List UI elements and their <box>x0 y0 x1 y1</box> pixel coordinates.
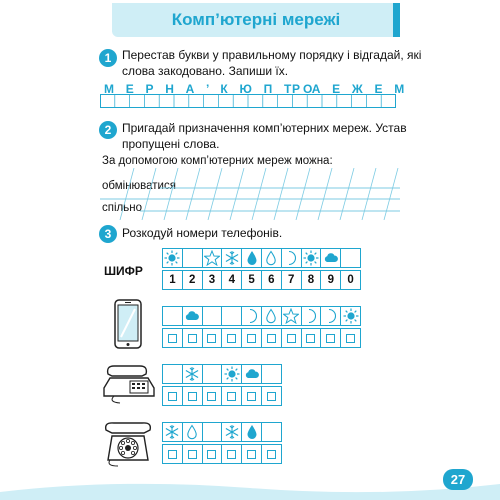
drop-icon <box>244 424 260 440</box>
drop-outline-icon <box>263 250 279 266</box>
phone3-symbol-cell <box>182 422 203 442</box>
answer-cell[interactable] <box>241 386 262 406</box>
answer-checkbox[interactable] <box>227 392 236 401</box>
answer-checkbox[interactable] <box>306 334 315 343</box>
cipher-symbol-cell <box>162 248 183 268</box>
phone2-symbol-cell <box>241 364 262 384</box>
phone3-symbol-cell <box>202 422 223 442</box>
sun-icon <box>164 250 180 266</box>
cipher-symbol-cell <box>320 248 341 268</box>
phone1-symbol-cell <box>182 306 203 326</box>
moon-outline-icon <box>303 308 319 324</box>
cipher-digit-cell <box>281 270 302 290</box>
scrambled-word-1: М Е Р Н А ’ К Ю П Т О <box>104 82 317 96</box>
moon-icon <box>263 366 279 382</box>
answer-cell[interactable] <box>241 444 262 464</box>
answer-cell[interactable] <box>221 328 242 348</box>
moon-icon <box>263 424 279 440</box>
answer-checkbox[interactable] <box>346 334 355 343</box>
drop-outline-icon <box>263 308 279 324</box>
cipher-symbol-cell <box>221 248 242 268</box>
phone3-symbol-cell <box>241 422 262 442</box>
header-tab <box>393 3 400 37</box>
phone1-symbol-cell <box>162 306 183 326</box>
answer-cell[interactable] <box>261 328 282 348</box>
answer-cell[interactable] <box>221 386 242 406</box>
phone1-symbol-cell <box>320 306 341 326</box>
phone1-symbol-cell <box>281 306 302 326</box>
phone3-symbol-cell <box>221 422 242 442</box>
snowflake-icon <box>164 424 180 440</box>
task2-instruction-line2: пропущені слова. <box>122 137 220 151</box>
answer-cell[interactable] <box>320 328 341 348</box>
answer-checkbox[interactable] <box>227 334 236 343</box>
answer-cell[interactable] <box>340 328 361 348</box>
phone2-symbol-cell <box>261 364 282 384</box>
section-header <box>112 3 400 37</box>
cipher-digit-row <box>162 270 360 290</box>
sun-icon <box>224 366 240 382</box>
drop-icon <box>244 250 260 266</box>
moon-outline-icon <box>244 308 260 324</box>
sun-icon <box>303 250 319 266</box>
answer-checkbox[interactable] <box>247 334 256 343</box>
phone2-symbol-row <box>162 364 281 384</box>
snowflake-icon <box>224 250 240 266</box>
cipher-digit: 7 <box>287 274 295 286</box>
cloud-icon <box>323 250 339 266</box>
scrambled-word-2: Р А Е Ж Е М <box>292 82 409 96</box>
answer-checkbox[interactable] <box>287 334 296 343</box>
cipher-digit-cell <box>241 270 262 290</box>
star-icon <box>204 250 220 266</box>
moon-icon <box>164 308 180 324</box>
cipher-symbol-cell <box>241 248 262 268</box>
cipher-digit: 4 <box>228 274 235 286</box>
moon-icon <box>204 308 220 324</box>
phone1-symbol-cell <box>241 306 262 326</box>
phone3-symbol-cell <box>162 422 183 442</box>
answer-checkbox[interactable] <box>227 450 236 459</box>
answer-checkbox[interactable] <box>267 450 276 459</box>
cipher-digit: 6 <box>268 274 275 286</box>
cipher-digit-cell <box>221 270 242 290</box>
cipher-digit: 3 <box>208 274 216 286</box>
cipher-digit-cell <box>320 270 341 290</box>
phone2-symbol-cell <box>202 364 223 384</box>
writing-lines[interactable] <box>100 168 400 220</box>
cipher-symbol-cell <box>301 248 322 268</box>
cloud-icon <box>184 308 200 324</box>
answer-cell[interactable] <box>202 386 223 406</box>
answer-checkbox[interactable] <box>267 392 276 401</box>
cipher-symbol-cell <box>281 248 302 268</box>
cipher-digit-cell <box>301 270 322 290</box>
cipher-digit: 2 <box>188 274 196 286</box>
answer-cell[interactable] <box>202 328 223 348</box>
snowflake-icon <box>184 366 200 382</box>
page-number: 27 <box>443 469 473 490</box>
phone1-answer-row[interactable] <box>162 328 360 348</box>
cipher-digit-cell <box>261 270 282 290</box>
smartphone-illustration <box>112 299 146 351</box>
cipher-digit-cell <box>202 270 223 290</box>
cipher-symbol-cell <box>182 248 203 268</box>
task-number-1: 1 <box>99 49 117 67</box>
task-number-2: 2 <box>99 121 117 139</box>
answer-cell[interactable] <box>182 328 203 348</box>
cipher-digit: 9 <box>327 274 334 286</box>
answer-cell[interactable] <box>261 386 282 406</box>
task-number-3: 3 <box>99 225 117 243</box>
cipher-digit-cell <box>340 270 361 290</box>
phone1-symbol-cell <box>261 306 282 326</box>
cipher-symbol-cell <box>261 248 282 268</box>
answer-cell[interactable] <box>162 328 183 348</box>
phone3-answer-row[interactable] <box>162 444 281 464</box>
cipher-symbol-row <box>162 248 360 268</box>
task1-instruction-line2: слова закодовано. Запиши їх. <box>122 64 289 78</box>
answer-checkbox[interactable] <box>207 450 216 459</box>
answer-cells[interactable] <box>100 94 396 108</box>
fill-word-shared: спільно <box>102 202 142 214</box>
cipher-symbol-cell <box>202 248 223 268</box>
cipher-digit: 1 <box>169 274 176 286</box>
answer-cell[interactable] <box>182 386 203 406</box>
answer-cell[interactable] <box>182 444 203 464</box>
cipher-symbol-cell <box>340 248 361 268</box>
answer-checkbox[interactable] <box>207 392 216 401</box>
moon-outline-icon <box>323 308 339 324</box>
moon-icon <box>204 366 220 382</box>
answer-checkbox[interactable] <box>168 334 177 343</box>
moon-icon <box>343 250 359 266</box>
fill-word-exchange: обмінюватися <box>102 180 176 192</box>
answer-cell[interactable] <box>162 386 183 406</box>
moon-outline-icon <box>283 250 299 266</box>
moon-icon <box>164 366 180 382</box>
task2-sentence: За допомогою комп’ютерних мереж можна: <box>102 155 333 167</box>
phone3-symbol-cell <box>261 422 282 442</box>
task2-instruction-line1: Пригадай призначення комп’ютерних мереж. Устав <box>122 121 407 135</box>
answer-checkbox[interactable] <box>247 392 256 401</box>
answer-checkbox[interactable] <box>188 392 197 401</box>
phone2-symbol-cell <box>182 364 203 384</box>
task1-instruction-line1: Перестав букви у правильному порядку і відгадай, які <box>122 48 422 62</box>
answer-cell[interactable] <box>221 444 242 464</box>
answer-cell[interactable] <box>241 328 262 348</box>
task3-instruction: Розкодуй номери телефонів. <box>122 226 283 240</box>
phone1-symbol-cell <box>221 306 242 326</box>
cipher-digit: 0 <box>347 274 354 286</box>
phone2-answer-row[interactable] <box>162 386 281 406</box>
answer-checkbox[interactable] <box>188 334 197 343</box>
moon-icon <box>224 308 240 324</box>
answer-checkbox[interactable] <box>168 450 177 459</box>
phone3-symbol-row <box>162 422 281 442</box>
cipher-digit-cell <box>162 270 183 290</box>
cipher-digit-cell <box>182 270 203 290</box>
answer-checkbox[interactable] <box>207 334 216 343</box>
answer-checkbox[interactable] <box>188 450 197 459</box>
answer-checkbox[interactable] <box>326 334 335 343</box>
cipher-label: ШИФР <box>104 264 143 278</box>
cipher-digit: 5 <box>248 274 255 286</box>
rotary-phone-illustration <box>100 420 156 468</box>
snowflake-icon <box>224 424 240 440</box>
cipher-digit: 8 <box>307 274 315 286</box>
bottom-wave <box>0 470 500 500</box>
answer-checkbox[interactable] <box>168 392 177 401</box>
phone2-symbol-cell <box>221 364 242 384</box>
answer-cell[interactable] <box>281 328 302 348</box>
answer-cell[interactable] <box>301 328 322 348</box>
phone1-symbol-cell <box>301 306 322 326</box>
page-title: Комп’ютерні мережі <box>171 10 341 29</box>
desk-phone-illustration <box>100 360 156 404</box>
phone1-symbol-cell <box>340 306 361 326</box>
phone1-symbol-row <box>162 306 360 326</box>
cloud-icon <box>244 366 260 382</box>
phone1-symbol-cell <box>202 306 223 326</box>
phone2-symbol-cell <box>162 364 183 384</box>
answer-cell[interactable] <box>202 444 223 464</box>
star-icon <box>283 308 299 324</box>
answer-checkbox[interactable] <box>247 450 256 459</box>
drop-outline-icon <box>184 424 200 440</box>
moon-icon <box>184 250 200 266</box>
answer-checkbox[interactable] <box>267 334 276 343</box>
answer-cell[interactable] <box>162 444 183 464</box>
sun-icon <box>343 308 359 324</box>
answer-cell[interactable] <box>261 444 282 464</box>
moon-icon <box>204 424 220 440</box>
